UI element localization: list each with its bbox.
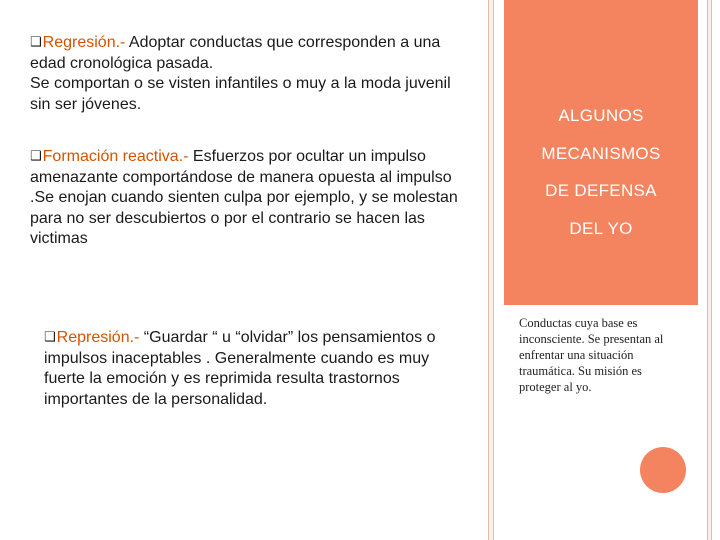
slide-title-line: ALGUNOS: [558, 106, 644, 125]
mechanism-term: Formación reactiva.-: [42, 148, 189, 165]
slide-title-line: DE DEFENSA: [545, 181, 657, 200]
mechanism-description: Esfuerzos por ocultar un impulso amenazante comportándose de manera opuesta al impulso .Se enojan cuando sienten culpa por ejemplo, y se molestan para no ser descubiertos o por el contrario se hacen las victimas: [30, 148, 458, 247]
mechanism-description-extra: Se comportan o se visten infantiles o muy a la moda juvenil sin ser jóvenes.: [30, 75, 451, 113]
slide-subtitle: Conductas cuya base es inconsciente. Se presentan al enfrentar una situación traumática. Su misión es proteger al yo.: [519, 316, 664, 394]
mechanism-description: “Guardar “ u “olvidar” los pensamientos o impulsos inaceptables . Generalmente cuando es muy fuerte la emoción y es reprimida resulta trastornos importantes de la personalidad.: [44, 329, 436, 408]
slide-title-line: MECANISMOS: [541, 144, 661, 163]
mechanism-term: Regresión.-: [42, 34, 126, 51]
decorative-border-line: [488, 0, 489, 540]
mechanism-item-regresion: [30, 33, 470, 115]
mechanism-item-represion: [44, 328, 474, 410]
checkbox-bullet-icon: ❑: [44, 330, 56, 345]
checkbox-bullet-icon: ❑: [30, 35, 42, 50]
decorative-border-line: [493, 0, 494, 540]
checkbox-bullet-icon: ❑: [30, 149, 42, 164]
decorative-border-line: [711, 0, 712, 540]
mechanism-item-formacion-reactiva: [30, 147, 470, 250]
mechanism-description: Adoptar conductas que corresponden a una edad cronológica pasada.: [30, 34, 441, 72]
decorative-circle: [640, 447, 686, 493]
mechanism-term: Represión.-: [56, 329, 140, 346]
slide-title-line: DEL YO: [569, 219, 633, 238]
decorative-border-line: [707, 0, 708, 540]
title-panel: [504, 0, 698, 305]
